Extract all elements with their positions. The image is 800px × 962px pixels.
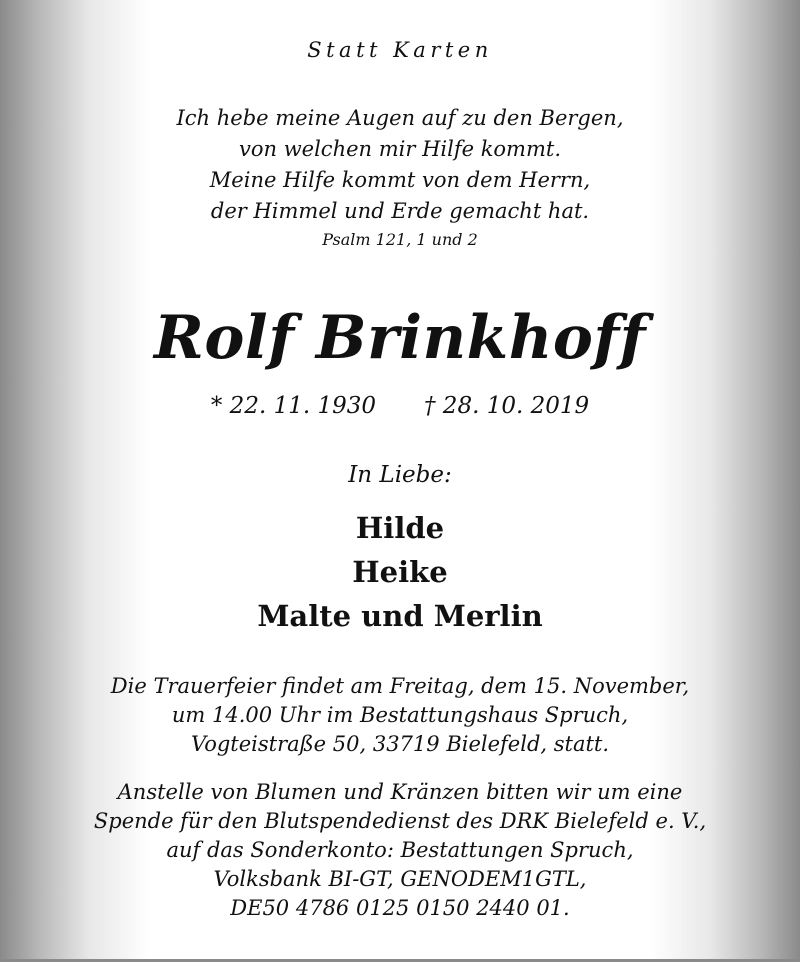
donation-line: DE50 4786 0125 0150 2440 01. [230, 896, 570, 920]
mourner-name: Heike [352, 555, 448, 589]
mourner-name: Malte und Merlin [257, 599, 543, 633]
death-date: † 28. 10. 2019 [424, 393, 590, 419]
verse-line: Ich hebe meine Augen auf zu den Bergen, [176, 106, 624, 130]
mourners-intro: In Liebe: [348, 462, 452, 488]
mourner-name: Hilde [355, 511, 445, 545]
donation-line: Anstelle von Blumen und Kränzen bitten wir um eine [117, 780, 683, 804]
verse-citation: Psalm 121, 1 und 2 [322, 230, 478, 249]
bible-verse [0, 103, 800, 227]
deceased-name: Rolf Brinkhoff [154, 303, 646, 373]
donation-line: Spende für den Blutspendedienst des DRK Bielefeld e. V., [93, 809, 707, 833]
donation-line: auf das Sonderkonto: Bestattungen Spruch, [166, 838, 634, 862]
verse-line: von welchen mir Hilfe kommt. [238, 137, 561, 161]
notice-header: Statt Karten [307, 38, 493, 62]
funeral-info [0, 672, 800, 759]
mourners-list [0, 506, 800, 638]
funeral-line: um 14.00 Uhr im Bestattungshaus Spruch, [171, 703, 629, 727]
verse-line: der Himmel und Erde gemacht hat. [210, 199, 590, 223]
life-dates [0, 393, 800, 419]
funeral-line: Die Trauerfeier findet am Freitag, dem 15. November, [110, 674, 690, 698]
donation-line: Volksbank BI-GT, GENODEM1GTL, [213, 867, 587, 891]
verse-line: Meine Hilfe kommt von dem Herrn, [209, 168, 591, 192]
funeral-line: Vogteistraße 50, 33719 Bielefeld, statt. [190, 732, 610, 756]
donation-info [0, 778, 800, 923]
birth-date: * 22. 11. 1930 [210, 393, 376, 419]
